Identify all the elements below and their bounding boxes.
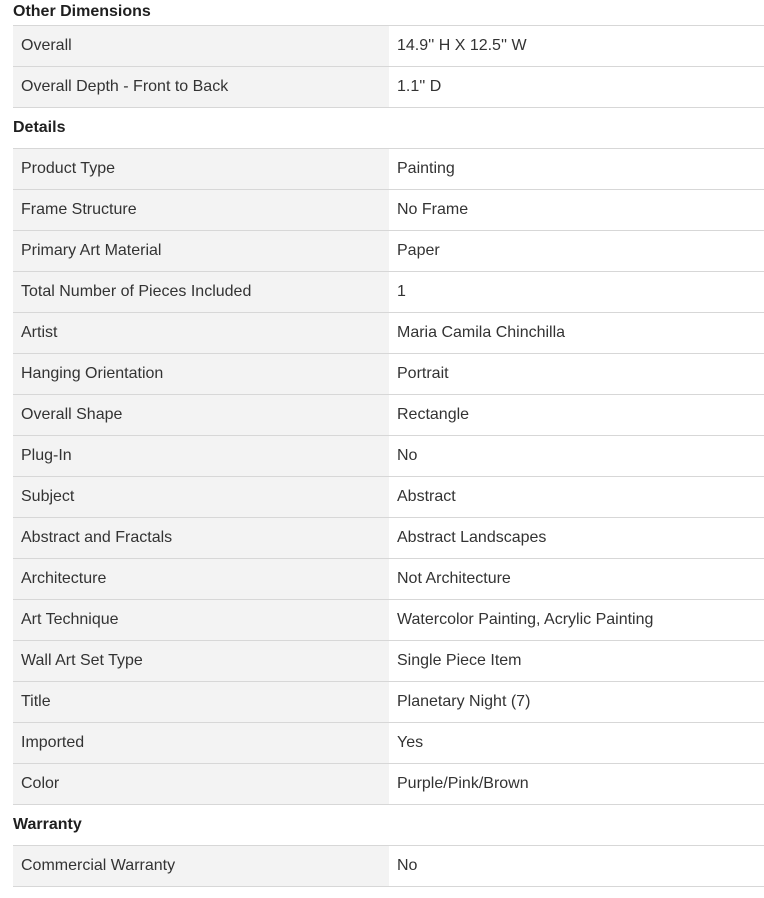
spec-label: Commercial Warranty <box>13 846 389 887</box>
table-row <box>13 149 764 190</box>
spec-value: 1 <box>389 272 764 313</box>
spec-label: Overall Shape <box>13 395 389 436</box>
table-row <box>13 436 764 477</box>
table-row <box>13 231 764 272</box>
spec-label: Architecture <box>13 559 389 600</box>
table-row <box>13 313 764 354</box>
table-row <box>13 67 764 108</box>
spec-value: Planetary Night (7) <box>389 682 764 723</box>
spec-value: Watercolor Painting, Acrylic Painting <box>389 600 764 641</box>
spec-value: Single Piece Item <box>389 641 764 682</box>
spec-label: Art Technique <box>13 600 389 641</box>
spec-value: Abstract Landscapes <box>389 518 764 559</box>
spec-value: Not Architecture <box>389 559 764 600</box>
section-title-details: Details <box>13 119 66 136</box>
table-row <box>13 26 764 67</box>
spec-value: 1.1'' D <box>389 67 764 108</box>
spec-value: 14.9'' H X 12.5'' W <box>389 26 764 67</box>
table-row <box>13 477 764 518</box>
spec-value: Rectangle <box>389 395 764 436</box>
section-title-warranty: Warranty <box>13 816 82 833</box>
table-row <box>13 682 764 723</box>
spec-label: Overall <box>13 26 389 67</box>
table-row <box>13 723 764 764</box>
spec-table-details <box>13 148 764 805</box>
spec-label: Color <box>13 764 389 805</box>
spec-value: Portrait <box>389 354 764 395</box>
spec-label: Overall Depth - Front to Back <box>13 67 389 108</box>
spec-value: Paper <box>389 231 764 272</box>
table-row <box>13 846 764 887</box>
spec-label: Subject <box>13 477 389 518</box>
spec-label: Artist <box>13 313 389 354</box>
table-row <box>13 518 764 559</box>
spec-label: Frame Structure <box>13 190 389 231</box>
table-row <box>13 272 764 313</box>
spec-label: Total Number of Pieces Included <box>13 272 389 313</box>
spec-table-warranty <box>13 845 764 887</box>
spec-label: Plug-In <box>13 436 389 477</box>
table-row <box>13 395 764 436</box>
spec-value: Painting <box>389 149 764 190</box>
spec-label: Wall Art Set Type <box>13 641 389 682</box>
section-title-other-dimensions: Other Dimensions <box>13 3 151 20</box>
table-row <box>13 354 764 395</box>
spec-value: Purple/Pink/Brown <box>389 764 764 805</box>
spec-value: No <box>389 436 764 477</box>
spec-label: Product Type <box>13 149 389 190</box>
spec-label: Abstract and Fractals <box>13 518 389 559</box>
spec-label: Imported <box>13 723 389 764</box>
table-row <box>13 641 764 682</box>
spec-label: Hanging Orientation <box>13 354 389 395</box>
spec-value: Abstract <box>389 477 764 518</box>
table-row <box>13 764 764 805</box>
table-row <box>13 600 764 641</box>
spec-value: No Frame <box>389 190 764 231</box>
spec-value: Yes <box>389 723 764 764</box>
spec-label: Title <box>13 682 389 723</box>
spec-value: No <box>389 846 764 887</box>
spec-value: Maria Camila Chinchilla <box>389 313 764 354</box>
table-row <box>13 190 764 231</box>
spec-table-other-dimensions <box>13 25 764 108</box>
spec-label: Primary Art Material <box>13 231 389 272</box>
table-row <box>13 559 764 600</box>
